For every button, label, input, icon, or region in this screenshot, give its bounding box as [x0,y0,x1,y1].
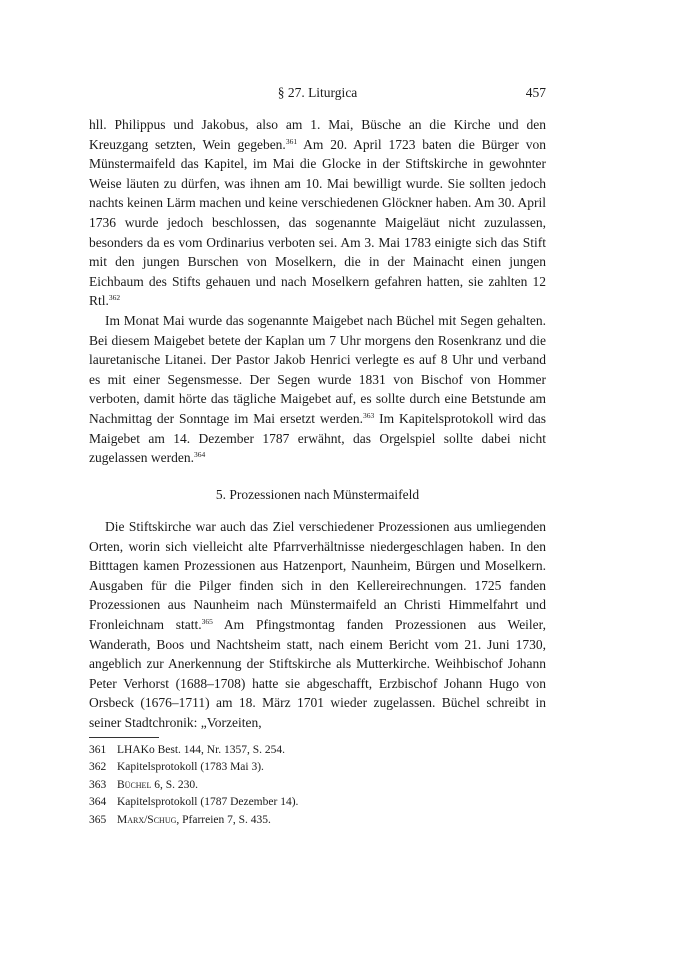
footnote-number: 362 [89,761,107,774]
running-title: § 27. Liturgica [277,85,358,100]
footnote [89,742,546,759]
footnote [89,794,546,811]
paragraph-text: hll. Philippus und Jakobus, also am 1. Mai, Büsche an die Kirche und den Kreuzgang setzten, Wein gegeben. [89,117,546,152]
footnote-number: 364 [89,796,107,809]
footnote-author: Büchel [117,778,152,791]
paragraph [89,115,546,311]
paragraph-text: Die Stiftskirche war auch das Ziel verschiedener Prozessionen aus umliegenden Orten, worin sich vielleicht alte Pfarrverhältnisse niedergeschlagen haben. In den Bitttagen kamen Prozessionen aus Hatzenport, Naunheim, Bürgen und Moselkern. Ausgaben für die Pilger finden sich in den Kellereirechnungen. 1725 fanden Prozessionen aus Naunheim nach Münstermaifeld an Christi Himmelfahrt und Fronleichnam statt. [89,519,546,632]
section-heading: 5. Prozessionen nach Münstermaifeld [215,487,420,502]
footnote-citation: , Pfarreien 7, S. 435. [176,813,271,826]
footnote-text [117,777,546,794]
footnote-number: 361 [89,744,107,756]
footnote-ref[interactable]: 362 [108,293,121,303]
footnote-number: 363 [89,778,107,791]
footnote-text: LHAKo Best. 144, Nr. 1357, S. 254. [117,744,286,756]
footnote-ref[interactable]: 361 [285,136,298,146]
footnote-ref[interactable]: 364 [193,450,206,460]
footnote [89,812,546,829]
footnote [89,777,546,794]
body-text [89,115,546,468]
page-number: 457 [525,85,546,100]
footnote [89,759,546,776]
paragraph [89,517,546,733]
footnote-text: Kapitelsprotokoll (1787 Dezember 14). [117,796,299,809]
footnote-divider [89,737,159,738]
footnote-ref[interactable]: 365 [201,616,213,626]
paragraph-text: Am 20. April 1723 baten die Bürger von Münstermaifeld das Kapitel, im Mai die Glocke in der Stiftskirche in gewohnter Weise läuten zu dürfen, was ihnen am 10. Mai bewilligt wurde. Sie sollten jedoch nachts keinen Lärm machen und keine verschiedenen Glöckner haben. Am 30. April 1736 wurde jedoch beschlossen, das sogenannte Maigeläut nicht zuzulassen, besonders da es vom Ordinarius verboten sei. Am 3. Mai 1783 einigte sich das Stift mit den jungen Burschen von Moselkern, die in der Mainacht einen jungen Eichbaum des Stifts gehauen und nach Moselkern gefahren hatten, sie zahlten 12 Rtl. [89,136,546,309]
paragraph-text: Im Monat Mai wurde das sogenannte Maigebet nach Büchel mit Segen gehalten. Bei diesem Maigebet betete der Kaplan um 7 Uhr morgens den Rosenkranz und die lauretanische Litanei. Der Pastor Jakob Henrici verlegte es auf 8 Uhr und verband es mit einer Segensmesse. Der Segen wurde 1831 von Bischof von Hommer verboten, damit hörte das tägliche Maigebet auf, es sollte durch eine Betstunde am Nachmittag der Sonntage im Mai ersetzt werden. [89,312,546,426]
footnotes [89,742,546,829]
paragraph-text: Am Pfingstmontag fanden Prozessionen aus Weiler, Wanderath, Boos und Nachtsheim statt, nach einem Bericht vom 21. Juni 1730, angeblich zur Anerkennung der Stiftskirche als Mutterkirche. Weihbischof Johann Peter Verhorst (1688–1708) hatte sie abgeschafft, Erzbischof Johann Hugo von Orsbeck (1676–1711) am 18. März 1701 wieder zugelassen. Büchel schreibt in seiner Stadtchronik: „Vorzeiten, [89,616,547,730]
footnote-text [117,812,546,829]
section-body-text [89,517,546,733]
footnote-ref[interactable]: 363 [363,410,375,420]
footnote-author: Marx/Schug [117,813,177,826]
running-head [89,85,546,105]
footnote-citation: 6, S. 230. [151,778,198,791]
footnote-text: Kapitelsprotokoll (1783 Mai 3). [117,761,264,774]
paragraph [89,311,546,468]
paragraph-text: Im Kapitelsprotokoll wird das Maigebet am 14. Dezember 1787 erwähnt, das Orgelspiel sollte dabei nicht zugelassen werden. [89,410,546,466]
footnote-number: 365 [89,813,107,826]
